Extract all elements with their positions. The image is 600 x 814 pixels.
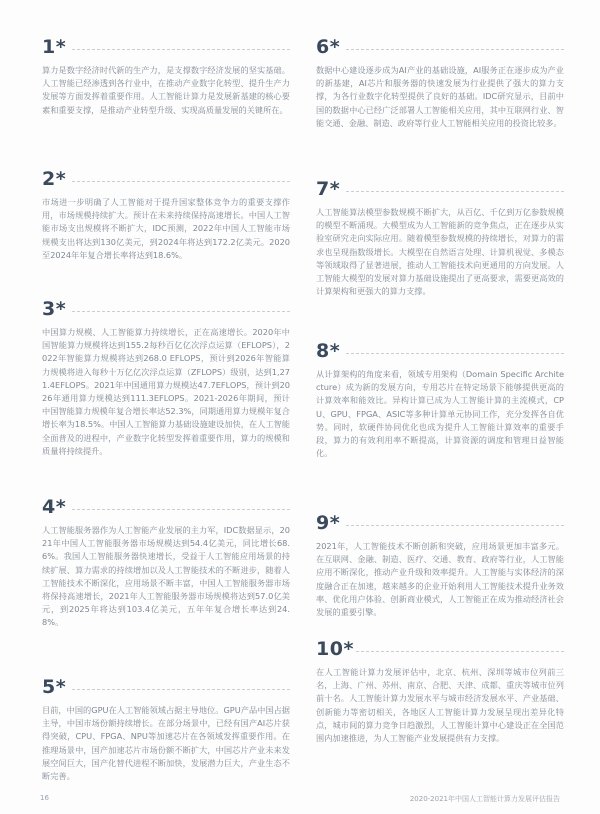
finding-header <box>316 176 564 202</box>
dashed-divider <box>346 49 564 50</box>
finding-header <box>42 166 290 192</box>
dashed-divider <box>356 651 564 652</box>
footer-title: 2020-2021年中国人工智能计算力发展评估报告 <box>409 795 560 803</box>
finding-block-5 <box>42 674 290 783</box>
finding-text: 在人工智能计算力发展评估中，北京、杭州、深圳等城市位列前三名，上海、广州、苏州、南京、合肥、天津、成都、重庆等城市位列前十名。人工智能计算力发展水平与城市经济发展水平、产业基础、创新能力等密切相关，各地区人工智能计算力发展呈现出差异化特点，城市间的算力竞争日趋激烈，人工智能计算中心建设正在全国范围内加速推进，为人工智能产业发展提供有力支撑。 <box>316 667 564 744</box>
dashed-divider <box>346 353 564 354</box>
finding-text: 人工智能服务器作为人工智能产业发展的主力军，IDC数据显示，2021年中国人工智能服务器市场规模达到54.4亿美元，同比增长68.6%。我国人工智能服务器快速增长，受益于人工智能应用场景的持续扩展、算力需求的持续增加以及人工智能技术的不断进步，随着人工智能技术不断深化，应用场景不断丰富，中国人工智能服务器市场将保持高速增长，2021年人工智能服务器市场规模将达到57.0亿美元，到2025年将达到103.4亿美元，五年年复合增长率达到24.8%。 <box>42 525 290 628</box>
dashed-divider <box>72 689 290 690</box>
finding-header <box>42 296 290 322</box>
finding-block-8 <box>316 338 564 460</box>
finding-number: 10* <box>316 638 354 660</box>
finding-number: 9* <box>316 512 341 534</box>
finding-block-3 <box>42 296 290 458</box>
dashed-divider <box>72 49 290 50</box>
finding-number: 3* <box>42 298 67 320</box>
finding-number: 7* <box>316 178 341 200</box>
finding-number: 2* <box>42 168 67 190</box>
finding-block-7 <box>316 176 564 298</box>
finding-header <box>42 34 290 60</box>
finding-text: 从计算架构的角度来看，领域专用架构（Domain Specific Architecture）成为新的发展方向，专用芯片在特定场景下能够提供更高的计算效率和能效比。异构计算已成为人工智能计算的主流模式，CPU、GPU、FPGA、ASIC等多种计算单元协同工作，充分发挥各自优势。同时，软硬件协同优化也成为提升人工智能计算效率的重要手段，算力的有效利用率不断提高，计算资源的调度和管理日益智能化。 <box>316 369 564 459</box>
finding-number: 8* <box>316 340 341 362</box>
finding-text: 2021年，人工智能技术不断创新和突破，应用场景更加丰富多元。在互联网、金融、制造、医疗、交通、教育、政府等行业，人工智能应用不断深化，推动产业升级和效率提升。人工智能与实体经济的深度融合正在加速，越来越多的企业开始利用人工智能技术提升业务效率、优化用户体验、创新商业模式，人工智能正在成为推动经济社会发展的重要引擎。 <box>316 541 564 618</box>
dashed-divider <box>346 525 564 526</box>
finding-header <box>316 34 564 60</box>
page-number: 16 <box>40 794 49 802</box>
finding-text: 中国算力规模、人工智能算力持续增长，正在高速增长。2020年中国智能算力规模将达到155.2每秒百亿亿次浮点运算（EFLOPS），2022年智能算力规模将达到268.0 EFLOPS，预计到2026年智能算力规模将进入每秒十万亿亿次浮点运算（ZFLOPS）级别，达到1,271.4EFLOPS。2021年中国通用算力规模达47.7EFLOPS，预计到2026年通用算力规模达到111.3EFLOPS。2021-2026年期间，预计中国智能算力规模年复合增长率达52.3%，同期通用算力规模年复合增长率为18.5%。中国人工智能算力基础设施建设加快，在人工智能全面普及的进程中，产业数字化转型发挥着重要作用，算力的规模和质量将持续提升。 <box>42 327 290 456</box>
finding-text: 算力是数字经济时代新的生产力，是支撑数字经济发展的坚实基础。人工智能已经渗透到各行业中，在推动产业数字化转型、提升生产力发展等方面发挥着重要作用。人工智能计算力是发展新基建的核心要素和重要支撑，是推动产业转型升级、实现高质量发展的关键所在。 <box>42 65 290 115</box>
finding-number: 6* <box>316 36 341 58</box>
finding-header <box>42 494 290 520</box>
finding-number: 5* <box>42 676 67 698</box>
finding-text: 市场进一步明确了人工智能对于提升国家整体竞争力的重要支撑作用，市场规模持续扩大。预计在未来持续保持高速增长。中国人工智能市场支出规模将不断扩大，IDC预测，2022年中国人工智能市场规模支出将达到130亿美元，到2024年将达到172.2亿美元。2020至2024年年复合增长率将达到18.6%。 <box>42 197 290 260</box>
finding-text: 目前，中国的GPU在人工智能领域占据主导地位。GPU产品中国占据主导，中国市场份额持续增长。在部分场景中，已经有国产AI芯片获得突破，CPU、FPGA、NPU等加速芯片在各领域发挥重要作用。在推理场景中，国产加速芯片市场份额不断扩大，中国芯片产业未来发展空间巨大，国产化替代进程不断加快，发展潜力巨大，产业生态不断完善。 <box>42 705 290 782</box>
finding-block-4 <box>42 494 290 630</box>
finding-header <box>316 510 564 536</box>
dashed-divider <box>72 509 290 510</box>
finding-number: 1* <box>42 36 67 58</box>
finding-header <box>316 636 564 662</box>
finding-number: 4* <box>42 496 67 518</box>
finding-block-2 <box>42 166 290 262</box>
dashed-divider <box>72 311 290 312</box>
finding-text: 数据中心建设逐步成为AI产业的基础设施，AI服务正在逐步成为产业的新基建，AI芯片和服务器的快速发展为行业提供了强大的算力支撑，为各行业数字化转型提供了良好的基础。IDC研究显示，目前中国的数据中心已经广泛部署人工智能相关应用，其中互联网行业、智能交通、金融、制造、政府等行业人工智能相关应用的投资比较多。 <box>316 65 564 128</box>
finding-block-1 <box>42 34 290 117</box>
dashed-divider <box>346 191 564 192</box>
finding-block-6 <box>316 34 564 130</box>
finding-header <box>316 338 564 364</box>
dashed-divider <box>72 181 290 182</box>
finding-block-10 <box>316 636 564 745</box>
finding-header <box>42 674 290 700</box>
finding-text: 人工智能算法模型参数规模不断扩大，从百亿、千亿到万亿参数规模的模型不断涌现。大模型成为人工智能新的竞争焦点，正在逐步从实验室研究走向实际应用。随着模型参数规模的持续增长，对算力的需求也呈现指数级增长。大模型在自然语言处理、计算机视觉、多模态等领域取得了显著进展，推动人工智能技术向更通用的方向发展。人工智能大模型的发展对算力基础设施提出了更高要求，需要更高效的计算架构和更强大的算力支撑。 <box>316 207 564 297</box>
finding-block-9 <box>316 510 564 619</box>
